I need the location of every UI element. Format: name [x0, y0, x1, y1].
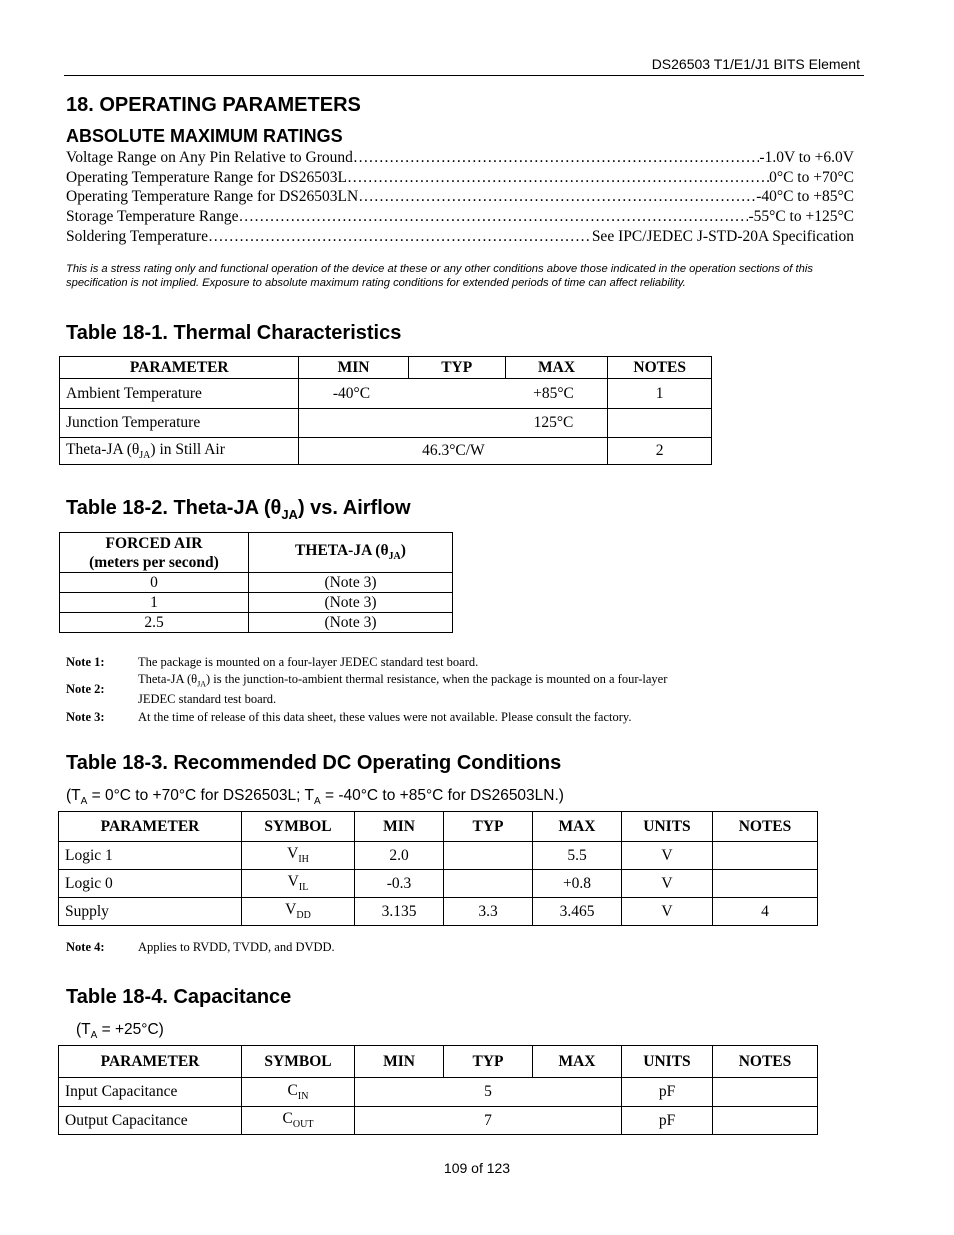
- capacitance-table: [58, 1045, 818, 1135]
- note4: Note 4: Applies to RVDD, TVDD, and DVDD.: [66, 940, 335, 954]
- abs-max-title: ABSOLUTE MAXIMUM RATINGS: [66, 126, 343, 146]
- rating-row: Operating Temperature Range for DS26503LN ………………………………………………………………………………………………………………………………………………………… -40°C to +85°C: [66, 187, 854, 207]
- document-header-title: DS26503 T1/E1/J1 BITS Element: [651, 56, 860, 72]
- col-header: UNITS: [622, 1046, 713, 1078]
- rating-row: Soldering Temperature ………………………………………………………………………………………………………………………………………………………… See IPC/JEDEC J-STD-20A Specification: [66, 227, 854, 247]
- page-number: 109 of 123: [443, 1160, 511, 1176]
- col-header: FORCED AIR (meters per second): [60, 533, 249, 573]
- airflow-table: [59, 532, 453, 633]
- notes-list: Note 1: The package is mounted on a four-layer JEDEC standard test board. Note 2: Theta-JA $(\theta_{JA})$ is the junction-to-ambient thermal resistance, when the package is mounted on a four-layer JEDEC standard test board. Note 3: At the time of release of this data sheet, these values were not available. Please consult the factory.: [66, 655, 668, 724]
- col-header: MIN: [355, 1046, 444, 1078]
- table1-title: Table 18-1. Thermal Characteristics: [66, 322, 402, 344]
- table-row: Theta-JA $(\theta_{JA})$ in Still Air 46.3°C/W 2: [60, 438, 712, 465]
- col-header: MAX: [533, 812, 622, 842]
- col-header: PARAMETER: [59, 1046, 242, 1078]
- col-header: SYMBOL: [242, 812, 355, 842]
- table-row: Logic 1 $V_{IH}$ 2.0 5.5 V: [59, 842, 818, 870]
- table3-title: Table 18-3. Recommended DC Operating Conditions: [66, 752, 562, 774]
- table-row: Supply $V_{DD}$ 3.135 3.3 3.465 V 4: [59, 898, 818, 926]
- col-header: TYP: [444, 1046, 533, 1078]
- table2-title: Table 18-2. Theta-JA $(\theta_{JA})$ vs. Airflow: [66, 497, 411, 522]
- table-row: Logic 0 $V_{IL}$ -0.3 +0.8 V: [59, 870, 818, 898]
- header-rule: [64, 75, 864, 76]
- stress-note: This is a stress rating only and functional operation of the device at these or any other conditions above those indicated in the operation sections of this specification is not implied. Exposure to absolute maximum rating conditions for extended periods of time can affect reliability.: [66, 263, 813, 289]
- col-header: PARAMETER: [59, 812, 242, 842]
- col-header: NOTES: [713, 1046, 818, 1078]
- rating-row: Voltage Range on Any Pin Relative to Ground ………………………………………………………………………………………………………………………………………………………… -1.0V to +6.0V: [66, 148, 854, 168]
- col-header: SYMBOL: [242, 1046, 355, 1078]
- table3-conditions: ($T_A = 0^\circ C$ to +70°C for DS26503L; $T_A = -40^\circ C$ to +85°C for DS26503LN.): [66, 787, 564, 808]
- col-header: PARAMETER: [60, 357, 299, 379]
- col-header: TYP: [408, 357, 505, 379]
- table4-title: Table 18-4. Capacitance: [66, 986, 292, 1008]
- table-row: 0 (Note 3): [60, 573, 453, 593]
- table4-conditions: $(T_A = +25^\circ C)$: [76, 1021, 164, 1042]
- table-row: 1 (Note 3): [60, 593, 453, 613]
- rating-row: Storage Temperature Range ………………………………………………………………………………………………………………………………………………………… -55°C to +125°C: [66, 207, 854, 227]
- table-row: Junction Temperature 125°C: [60, 409, 712, 438]
- col-header: MAX: [533, 1046, 622, 1078]
- col-header: MIN: [355, 812, 444, 842]
- col-header: NOTES: [713, 812, 818, 842]
- col-header: MAX: [505, 357, 608, 379]
- table-row: 2.5 (Note 3): [60, 613, 453, 633]
- col-header: NOTES: [608, 357, 712, 379]
- col-header: MIN: [299, 357, 408, 379]
- rating-row: Operating Temperature Range for DS26503L ………………………………………………………………………………………………………………………………………………………… 0°C to +70°C: [66, 168, 854, 188]
- table-row: Output Capacitance $C_{OUT}$ 7 pF: [59, 1107, 818, 1135]
- table-row: Ambient Temperature -40°C +85°C 1: [60, 379, 712, 409]
- col-header: THETA-JA $(\theta_{JA})$: [249, 533, 453, 573]
- col-header: UNITS: [622, 812, 713, 842]
- col-header: TYP: [444, 812, 533, 842]
- table-row: Input Capacitance $C_{IN}$ 5 pF: [59, 1078, 818, 1107]
- thermal-table: [59, 356, 712, 465]
- section-title: 18. OPERATING PARAMETERS: [66, 94, 361, 116]
- dc-conditions-table: [58, 811, 818, 926]
